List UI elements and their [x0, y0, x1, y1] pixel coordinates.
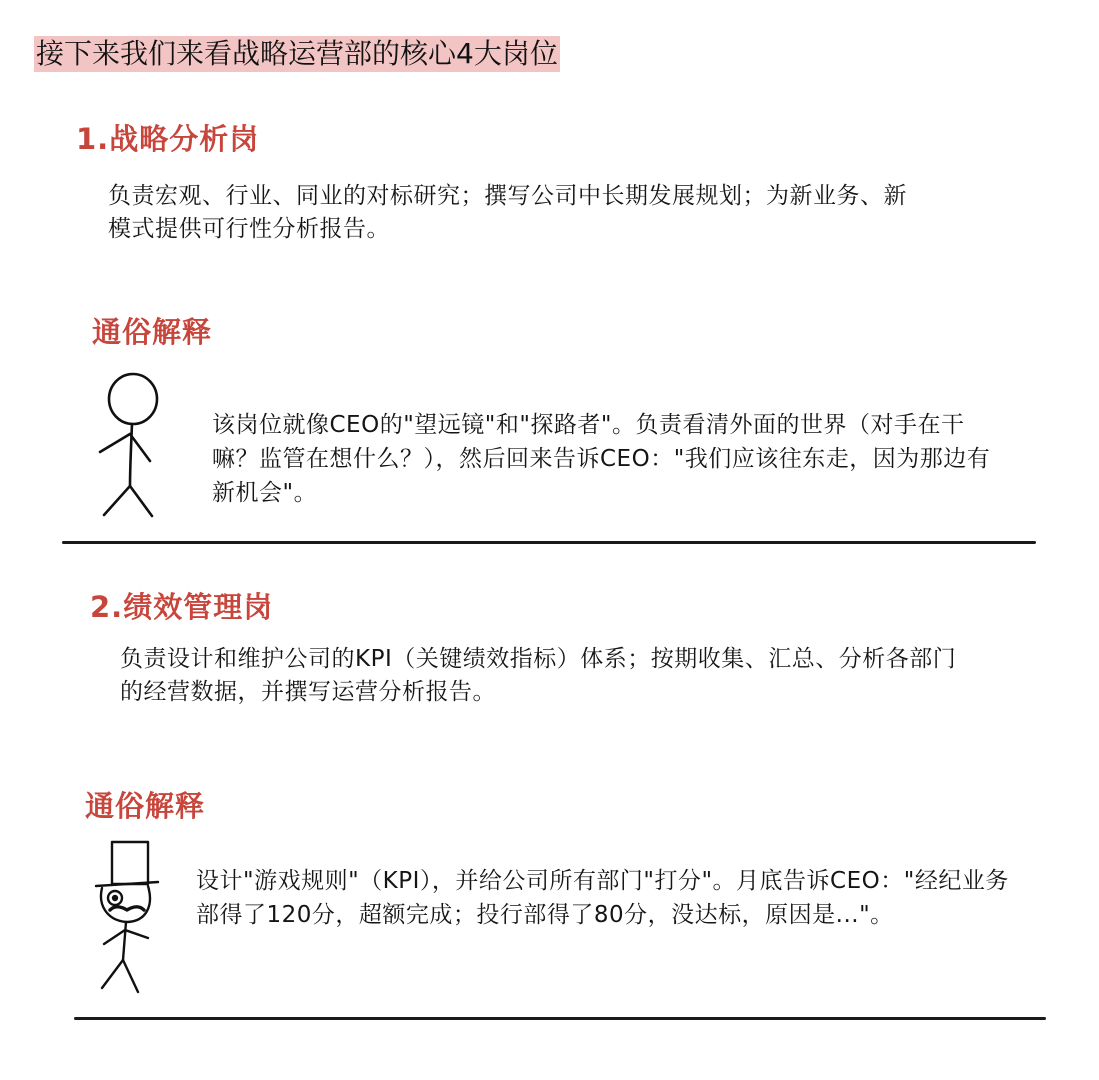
section-2-description: 负责设计和维护公司的KPI（关键绩效指标）体系；按期收集、汇总、分析各部门的经营数据，并撰写运营分析报告。	[120, 646, 957, 705]
section-2-explain-text: 设计"游戏规则"（KPI），并给公司所有部门"打分"。月底告诉CEO："经纪业务部得了120分，超额完成；投行部得了80分，没达标，原因是..."。	[196, 868, 1009, 928]
section-1-title: 1.战略分析岗	[76, 122, 260, 156]
section-1-explain-text: 该岗位就像CEO的"望远镜"和"探路者"。负责看清外面的世界（对手在干嘛？监管在想什么？），然后回来告诉CEO："我们应该往东走，因为那边有新机会"。	[212, 412, 991, 506]
section-1-description: 负责宏观、行业、同业的对标研究；撰写公司中长期发展规划；为新业务、新模式提供可行性分析报告。	[108, 183, 907, 242]
stick-figure-icon	[90, 368, 170, 520]
section-2-title: 2.绩效管理岗	[90, 590, 274, 624]
section-1-explain-title: 通俗解释	[92, 315, 213, 349]
section-2-divider	[74, 1017, 1046, 1020]
section-1-divider	[62, 541, 1036, 544]
section-2-explain-title: 通俗解释	[85, 789, 206, 823]
top-hat-stick-figure-icon	[90, 838, 165, 996]
intro-heading: 接下来我们来看战略运营部的核心4大岗位	[36, 37, 558, 70]
